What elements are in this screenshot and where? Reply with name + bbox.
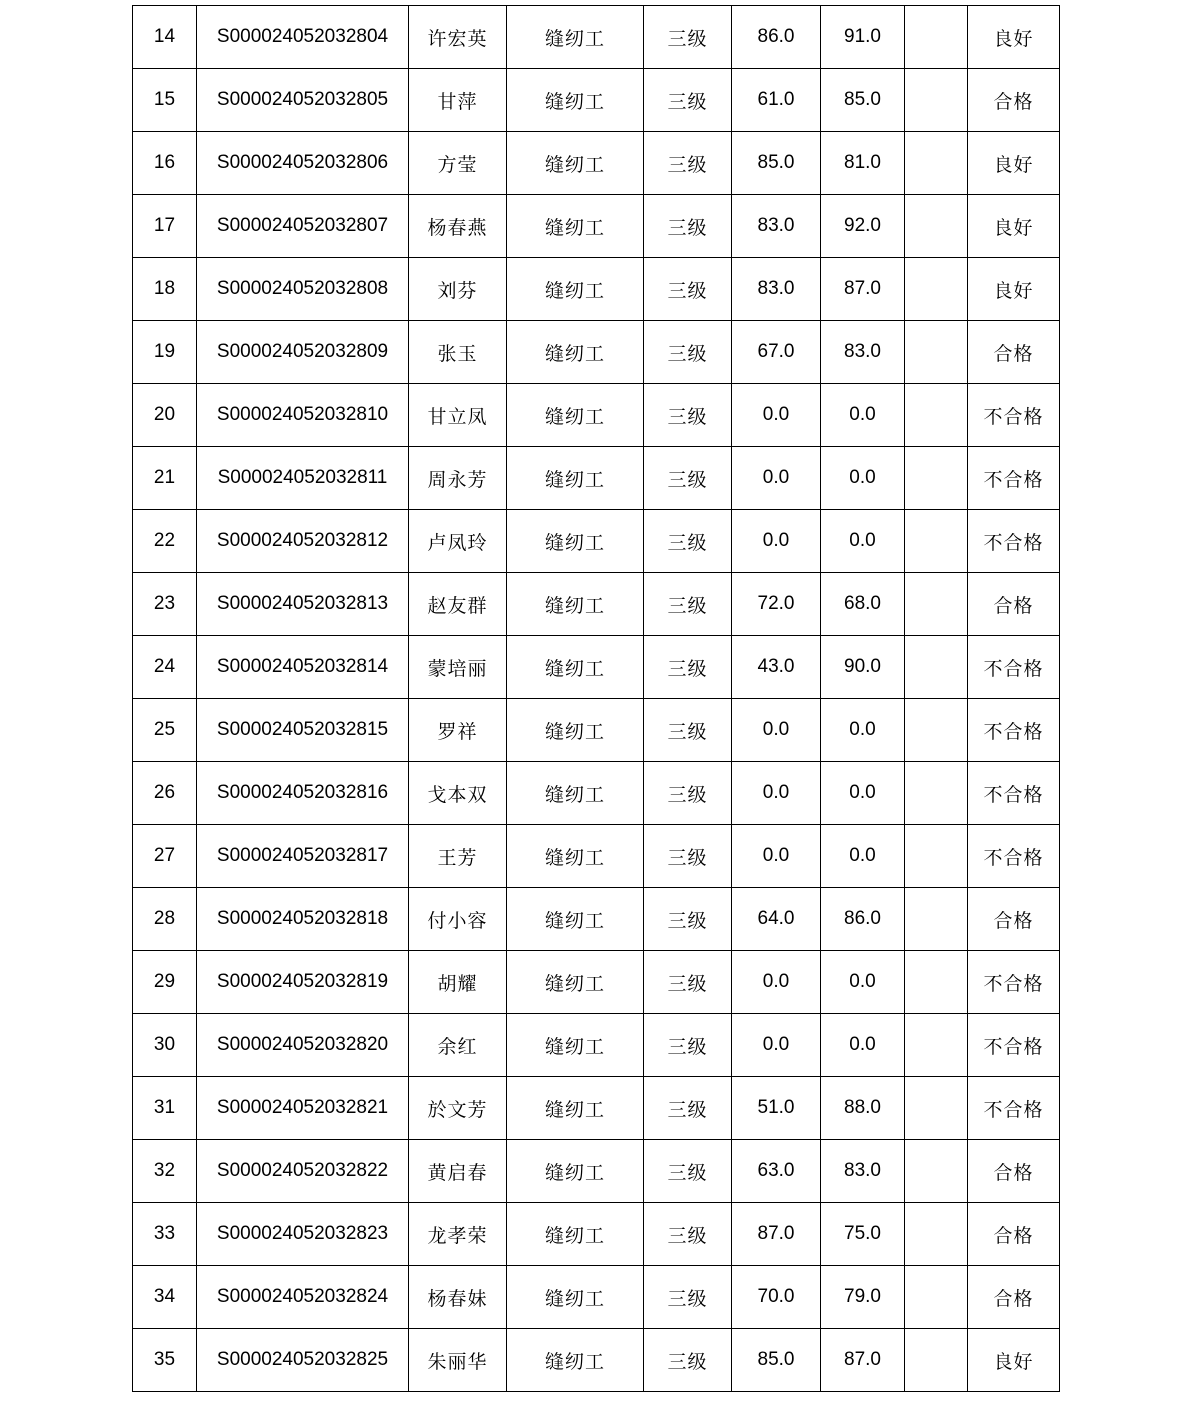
table-row [133,1266,1060,1329]
trade-cell: 缝纫工 [507,6,644,69]
theory-score-cell: 0.0 [732,825,821,888]
empty-cell [905,132,968,195]
candidate-id-cell: S000024052032815 [197,699,409,762]
empty-cell [905,573,968,636]
candidate-name-cell: 周永芳 [409,447,507,510]
empty-cell [905,321,968,384]
seq-number-cell: 26 [133,762,197,825]
empty-cell [905,636,968,699]
table-row [133,1014,1060,1077]
skill-score-cell: 0.0 [821,447,905,510]
trade-cell: 缝纫工 [507,699,644,762]
theory-score-cell: 64.0 [732,888,821,951]
seq-number-cell: 33 [133,1203,197,1266]
level-cell: 三级 [644,321,732,384]
empty-cell [905,888,968,951]
table-row [133,636,1060,699]
level-cell: 三级 [644,447,732,510]
skill-score-cell: 0.0 [821,699,905,762]
level-cell: 三级 [644,510,732,573]
candidate-name-cell: 甘立凤 [409,384,507,447]
candidate-id-cell: S000024052032822 [197,1140,409,1203]
trade-cell: 缝纫工 [507,951,644,1014]
seq-number-cell: 23 [133,573,197,636]
empty-cell [905,384,968,447]
skill-score-cell: 92.0 [821,195,905,258]
table-row [133,132,1060,195]
trade-cell: 缝纫工 [507,825,644,888]
trade-cell: 缝纫工 [507,573,644,636]
level-cell: 三级 [644,1203,732,1266]
theory-score-cell: 0.0 [732,447,821,510]
candidate-name-cell: 王芳 [409,825,507,888]
theory-score-cell: 0.0 [732,510,821,573]
table-row [133,699,1060,762]
empty-cell [905,1077,968,1140]
candidate-name-cell: 赵友群 [409,573,507,636]
result-cell: 合格 [968,573,1060,636]
result-cell: 良好 [968,258,1060,321]
table-row [133,510,1060,573]
table-row [133,195,1060,258]
seq-number-cell: 30 [133,1014,197,1077]
candidate-name-cell: 戈本双 [409,762,507,825]
level-cell: 三级 [644,1329,732,1392]
empty-cell [905,1014,968,1077]
seq-number-cell: 21 [133,447,197,510]
candidate-id-cell: S000024052032805 [197,69,409,132]
candidate-name-cell: 黄启春 [409,1140,507,1203]
result-cell: 合格 [968,69,1060,132]
empty-cell [905,762,968,825]
candidate-name-cell: 卢凤玲 [409,510,507,573]
trade-cell: 缝纫工 [507,195,644,258]
table-body [133,6,1060,1392]
skill-score-cell: 81.0 [821,132,905,195]
candidate-id-cell: S000024052032810 [197,384,409,447]
seq-number-cell: 19 [133,321,197,384]
trade-cell: 缝纫工 [507,1329,644,1392]
result-cell: 良好 [968,195,1060,258]
skill-score-cell: 0.0 [821,510,905,573]
result-cell: 不合格 [968,825,1060,888]
result-cell: 不合格 [968,636,1060,699]
candidate-name-cell: 朱丽华 [409,1329,507,1392]
empty-cell [905,510,968,573]
table-row [133,1329,1060,1392]
seq-number-cell: 31 [133,1077,197,1140]
theory-score-cell: 0.0 [732,1014,821,1077]
level-cell: 三级 [644,636,732,699]
skill-score-cell: 91.0 [821,6,905,69]
trade-cell: 缝纫工 [507,447,644,510]
theory-score-cell: 0.0 [732,951,821,1014]
seq-number-cell: 18 [133,258,197,321]
candidate-id-cell: S000024052032825 [197,1329,409,1392]
level-cell: 三级 [644,1266,732,1329]
trade-cell: 缝纫工 [507,762,644,825]
level-cell: 三级 [644,825,732,888]
candidate-id-cell: S000024052032814 [197,636,409,699]
candidate-id-cell: S000024052032804 [197,6,409,69]
seq-number-cell: 20 [133,384,197,447]
candidate-id-cell: S000024052032806 [197,132,409,195]
table-row [133,888,1060,951]
result-cell: 不合格 [968,699,1060,762]
table-row [133,321,1060,384]
result-cell: 良好 [968,6,1060,69]
skill-score-cell: 86.0 [821,888,905,951]
table-row [133,1077,1060,1140]
trade-cell: 缝纫工 [507,1266,644,1329]
skill-score-cell: 90.0 [821,636,905,699]
candidate-id-cell: S000024052032808 [197,258,409,321]
result-cell: 不合格 [968,1077,1060,1140]
empty-cell [905,447,968,510]
candidate-name-cell: 胡耀 [409,951,507,1014]
empty-cell [905,1266,968,1329]
empty-cell [905,1140,968,1203]
seq-number-cell: 34 [133,1266,197,1329]
skill-score-cell: 0.0 [821,825,905,888]
table-row [133,1140,1060,1203]
theory-score-cell: 0.0 [732,699,821,762]
empty-cell [905,258,968,321]
theory-score-cell: 83.0 [732,195,821,258]
theory-score-cell: 87.0 [732,1203,821,1266]
table-row [133,825,1060,888]
candidate-id-cell: S000024052032821 [197,1077,409,1140]
seq-number-cell: 22 [133,510,197,573]
level-cell: 三级 [644,1014,732,1077]
level-cell: 三级 [644,1140,732,1203]
trade-cell: 缝纫工 [507,132,644,195]
trade-cell: 缝纫工 [507,1203,644,1266]
skill-score-cell: 0.0 [821,951,905,1014]
skill-score-cell: 85.0 [821,69,905,132]
level-cell: 三级 [644,132,732,195]
candidate-id-cell: S000024052032824 [197,1266,409,1329]
table-row [133,951,1060,1014]
skill-score-cell: 68.0 [821,573,905,636]
table-row [133,573,1060,636]
result-cell: 不合格 [968,951,1060,1014]
level-cell: 三级 [644,573,732,636]
candidate-name-cell: 於文芳 [409,1077,507,1140]
candidate-name-cell: 余红 [409,1014,507,1077]
candidate-id-cell: S000024052032820 [197,1014,409,1077]
level-cell: 三级 [644,888,732,951]
candidate-id-cell: S000024052032823 [197,1203,409,1266]
candidate-id-cell: S000024052032816 [197,762,409,825]
table-row [133,69,1060,132]
candidate-name-cell: 杨春妹 [409,1266,507,1329]
level-cell: 三级 [644,384,732,447]
candidate-id-cell: S000024052032819 [197,951,409,1014]
theory-score-cell: 43.0 [732,636,821,699]
level-cell: 三级 [644,951,732,1014]
table-row [133,1203,1060,1266]
theory-score-cell: 61.0 [732,69,821,132]
seq-number-cell: 15 [133,69,197,132]
candidate-name-cell: 蒙培丽 [409,636,507,699]
table-row [133,6,1060,69]
empty-cell [905,1203,968,1266]
trade-cell: 缝纫工 [507,69,644,132]
seq-number-cell: 25 [133,699,197,762]
trade-cell: 缝纫工 [507,321,644,384]
candidate-name-cell: 付小容 [409,888,507,951]
result-cell: 不合格 [968,447,1060,510]
candidate-name-cell: 张玉 [409,321,507,384]
candidate-name-cell: 许宏英 [409,6,507,69]
table-row [133,447,1060,510]
result-cell: 不合格 [968,510,1060,573]
empty-cell [905,69,968,132]
level-cell: 三级 [644,6,732,69]
candidate-id-cell: S000024052032809 [197,321,409,384]
skill-score-cell: 83.0 [821,1140,905,1203]
skill-score-cell: 83.0 [821,321,905,384]
result-cell: 合格 [968,1266,1060,1329]
theory-score-cell: 70.0 [732,1266,821,1329]
trade-cell: 缝纫工 [507,384,644,447]
theory-score-cell: 86.0 [732,6,821,69]
theory-score-cell: 85.0 [732,1329,821,1392]
result-cell: 合格 [968,321,1060,384]
theory-score-cell: 67.0 [732,321,821,384]
candidate-id-cell: S000024052032812 [197,510,409,573]
seq-number-cell: 14 [133,6,197,69]
candidate-id-cell: S000024052032818 [197,888,409,951]
trade-cell: 缝纫工 [507,1077,644,1140]
candidate-name-cell: 龙孝荣 [409,1203,507,1266]
theory-score-cell: 0.0 [732,762,821,825]
level-cell: 三级 [644,762,732,825]
candidate-name-cell: 刘芬 [409,258,507,321]
candidate-id-cell: S000024052032817 [197,825,409,888]
seq-number-cell: 35 [133,1329,197,1392]
candidate-name-cell: 方莹 [409,132,507,195]
seq-number-cell: 24 [133,636,197,699]
table-row [133,384,1060,447]
skill-score-cell: 75.0 [821,1203,905,1266]
trade-cell: 缝纫工 [507,510,644,573]
result-cell: 不合格 [968,1014,1060,1077]
results-table [132,5,1060,1392]
result-cell: 合格 [968,888,1060,951]
theory-score-cell: 72.0 [732,573,821,636]
skill-score-cell: 79.0 [821,1266,905,1329]
candidate-name-cell: 杨春燕 [409,195,507,258]
candidate-name-cell: 甘萍 [409,69,507,132]
trade-cell: 缝纫工 [507,1014,644,1077]
trade-cell: 缝纫工 [507,1140,644,1203]
table-row [133,258,1060,321]
level-cell: 三级 [644,69,732,132]
empty-cell [905,195,968,258]
result-cell: 良好 [968,132,1060,195]
level-cell: 三级 [644,699,732,762]
seq-number-cell: 17 [133,195,197,258]
level-cell: 三级 [644,258,732,321]
empty-cell [905,6,968,69]
empty-cell [905,699,968,762]
theory-score-cell: 83.0 [732,258,821,321]
skill-score-cell: 88.0 [821,1077,905,1140]
skill-score-cell: 0.0 [821,384,905,447]
seq-number-cell: 27 [133,825,197,888]
theory-score-cell: 85.0 [732,132,821,195]
trade-cell: 缝纫工 [507,258,644,321]
skill-score-cell: 87.0 [821,1329,905,1392]
seq-number-cell: 32 [133,1140,197,1203]
trade-cell: 缝纫工 [507,888,644,951]
level-cell: 三级 [644,1077,732,1140]
seq-number-cell: 28 [133,888,197,951]
theory-score-cell: 0.0 [732,384,821,447]
result-cell: 合格 [968,1203,1060,1266]
level-cell: 三级 [644,195,732,258]
result-cell: 合格 [968,1140,1060,1203]
seq-number-cell: 16 [133,132,197,195]
seq-number-cell: 29 [133,951,197,1014]
result-cell: 不合格 [968,384,1060,447]
empty-cell [905,951,968,1014]
candidate-id-cell: S000024052032807 [197,195,409,258]
empty-cell [905,825,968,888]
empty-cell [905,1329,968,1392]
candidate-name-cell: 罗祥 [409,699,507,762]
candidate-id-cell: S000024052032811 [197,447,409,510]
skill-score-cell: 87.0 [821,258,905,321]
theory-score-cell: 51.0 [732,1077,821,1140]
candidate-id-cell: S000024052032813 [197,573,409,636]
skill-score-cell: 0.0 [821,1014,905,1077]
theory-score-cell: 63.0 [732,1140,821,1203]
skill-score-cell: 0.0 [821,762,905,825]
result-cell: 良好 [968,1329,1060,1392]
table-row [133,762,1060,825]
result-cell: 不合格 [968,762,1060,825]
trade-cell: 缝纫工 [507,636,644,699]
